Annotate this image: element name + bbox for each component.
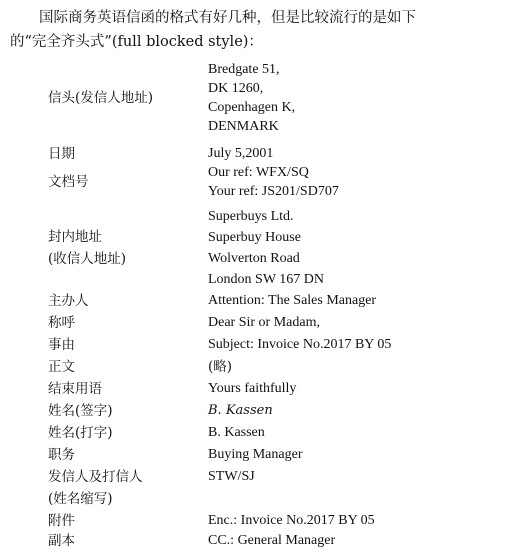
value-line: Our ref: WFX/SQ	[208, 165, 309, 180]
row-label-line: 结束用语	[48, 381, 102, 397]
handwritten-signature: B. Kassen	[208, 403, 273, 418]
row-label-line: (收信人地址)	[48, 251, 127, 267]
value-line: CC.: General Manager	[208, 533, 336, 548]
value-line: Attention: The Sales Manager	[208, 293, 377, 308]
row-label	[48, 378, 102, 400]
row-value	[208, 378, 296, 400]
row-value	[208, 206, 324, 290]
row-value	[208, 444, 302, 466]
row-label-line: 称呼	[48, 315, 75, 331]
row-label-line: 附件	[48, 513, 75, 529]
row-label	[48, 530, 75, 552]
row-value	[208, 143, 273, 165]
row-label	[48, 171, 89, 193]
row-label	[48, 290, 89, 312]
value-line: DENMARK	[208, 119, 279, 134]
row-label-line: 文档号	[48, 174, 89, 190]
row-label	[48, 444, 75, 466]
row-label	[48, 226, 126, 270]
intro-paragraph	[10, 6, 515, 54]
row-value	[208, 530, 335, 552]
intro-line-2: 的“完全齐头式”(full blocked style)：	[10, 34, 263, 50]
row-label-line: 姓名(打字)	[48, 425, 113, 441]
value-line: Subject: Invoice No.2017 BY 05	[208, 337, 392, 352]
value-line: Buying Manager	[208, 447, 303, 462]
row-label-line: 封内地址	[48, 229, 102, 245]
value-line: July 5,2001	[208, 146, 274, 161]
intro-line-1: 国际商务英语信函的格式有好几种，但是比较流行的是如下	[39, 10, 416, 26]
value-line: Superbuys Ltd.	[208, 209, 294, 224]
value-line: Superbuy House	[208, 230, 301, 245]
value-line: London SW 167 DN	[208, 272, 325, 287]
row-label-line: 姓名(签字)	[48, 403, 113, 419]
row-label	[48, 312, 75, 334]
row-value	[208, 163, 339, 201]
row-label	[48, 422, 113, 444]
row-label	[48, 466, 143, 510]
row-label	[48, 356, 75, 378]
value-line: DK 1260,	[208, 81, 264, 96]
row-value	[208, 290, 376, 312]
row-label-line: 职务	[48, 447, 75, 463]
row-label	[48, 87, 153, 109]
row-value	[208, 312, 320, 334]
row-label-line: 日期	[48, 146, 75, 162]
row-label-line: 主办人	[48, 293, 89, 309]
value-line: Yours faithfully	[208, 381, 297, 396]
row-label	[48, 510, 75, 532]
value-line: Bredgate 51,	[208, 62, 280, 77]
row-value	[208, 60, 295, 136]
value-line: STW/SJ	[208, 469, 255, 484]
row-label-line: 正文	[48, 359, 75, 375]
row-label-line: (姓名缩写)	[48, 491, 113, 507]
value-line: Enc.: Invoice No.2017 BY 05	[208, 513, 375, 528]
value-line: Your ref: JS201/SD707	[208, 184, 339, 199]
row-value	[208, 400, 273, 422]
row-value	[208, 356, 232, 378]
row-value	[208, 334, 391, 356]
row-label-line: 发信人及打信人	[48, 469, 143, 485]
value-line: B. Kassen	[208, 425, 265, 440]
value-line: (略)	[208, 359, 233, 375]
value-line: Wolverton Road	[208, 251, 300, 266]
row-value	[208, 422, 265, 444]
row-label	[48, 334, 75, 356]
row-label-line: 副本	[48, 533, 75, 549]
value-line: Dear Sir or Madam,	[208, 315, 320, 330]
row-label-line: 信头(发信人地址)	[48, 90, 154, 106]
row-label	[48, 143, 75, 165]
row-value	[208, 466, 255, 488]
value-line: Copenhagen K,	[208, 100, 296, 115]
row-label	[48, 400, 113, 422]
row-value	[208, 510, 375, 532]
row-label-line: 事由	[48, 337, 75, 353]
